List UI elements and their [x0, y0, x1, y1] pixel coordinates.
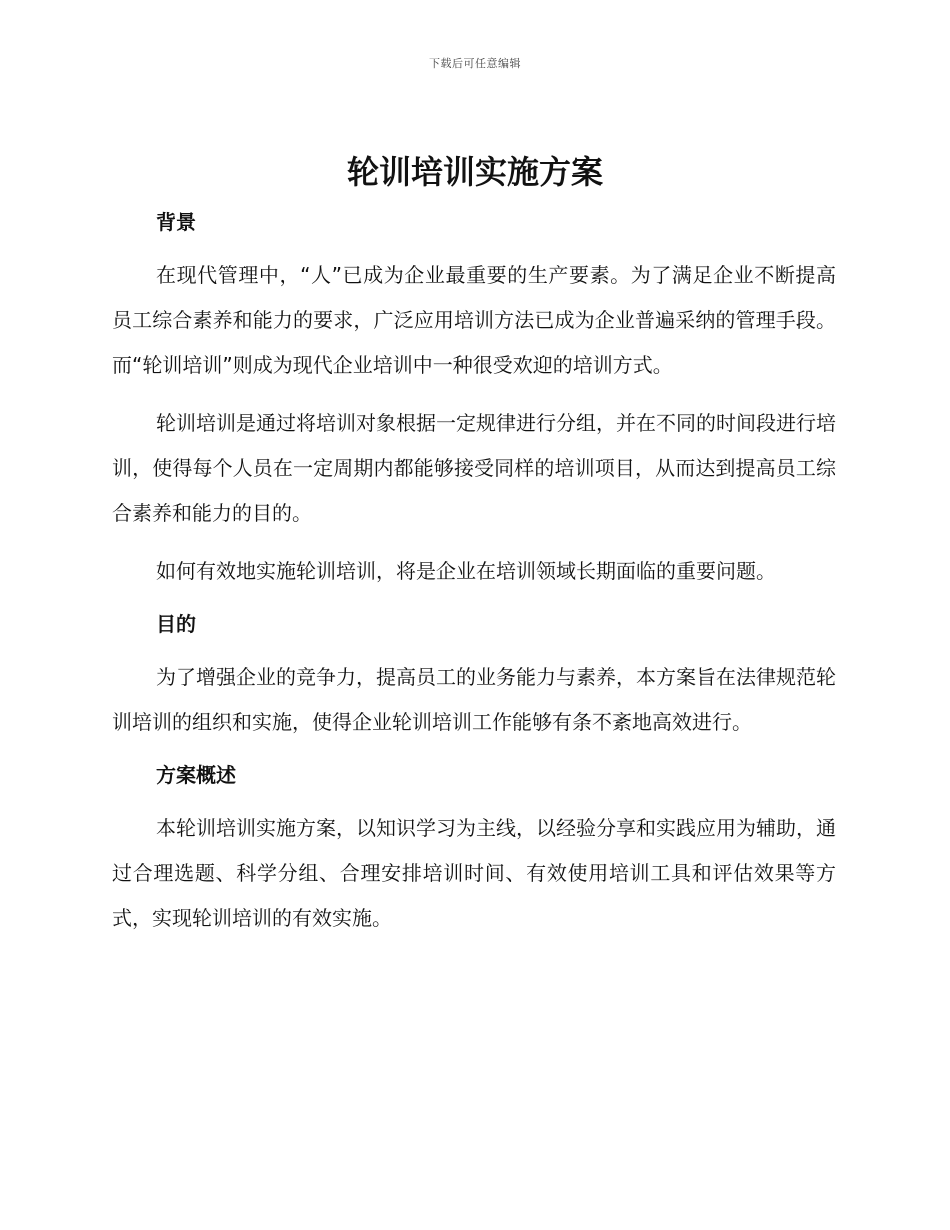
section-heading: 目的 [156, 612, 196, 636]
paragraph: 本轮训培训实施方案，以知识学习为主线，以经验分享和实践应用为辅助，通过合理选题、科学分组、合理安排培训时间、有效使用培训工具和评估效果等方式，实现轮训培训的有效实施。 [112, 816, 836, 930]
section-heading: 背景 [156, 210, 196, 234]
paragraph: 在现代管理中，“人”已成为企业最重要的生产要素。为了满足企业不断提高员工综合素养和能力的要求，广泛应用培训方法已成为企业普遍采纳的管理手段。而“轮训培训”则成为现代企业培训中一种很受欢迎的培训方式。 [112, 263, 836, 377]
document-body [112, 205, 836, 941]
paragraph: 轮训培训是通过将培训对象根据一定规律进行分组，并在不同的时间段进行培训，使得每个人员在一定周期内都能够接受同样的培训项目，从而达到提高员工综合素养和能力的目的。 [112, 411, 836, 525]
paragraph: 如何有效地实施轮训培训，将是企业在培训领域长期面临的重要问题。 [156, 559, 776, 583]
header-note: 下载后可任意编辑 [429, 57, 521, 70]
paragraph: 为了增强企业的竞争力，提高员工的业务能力与素养，本方案旨在法律规范轮训培训的组织和实施，使得企业轮训培训工作能够有条不紊地高效进行。 [112, 665, 836, 734]
section-overview [112, 758, 836, 941]
section-heading: 方案概述 [156, 763, 236, 787]
section-purpose [112, 607, 836, 745]
document-title: 轮训培训实施方案 [346, 153, 603, 191]
section-background [112, 205, 836, 594]
